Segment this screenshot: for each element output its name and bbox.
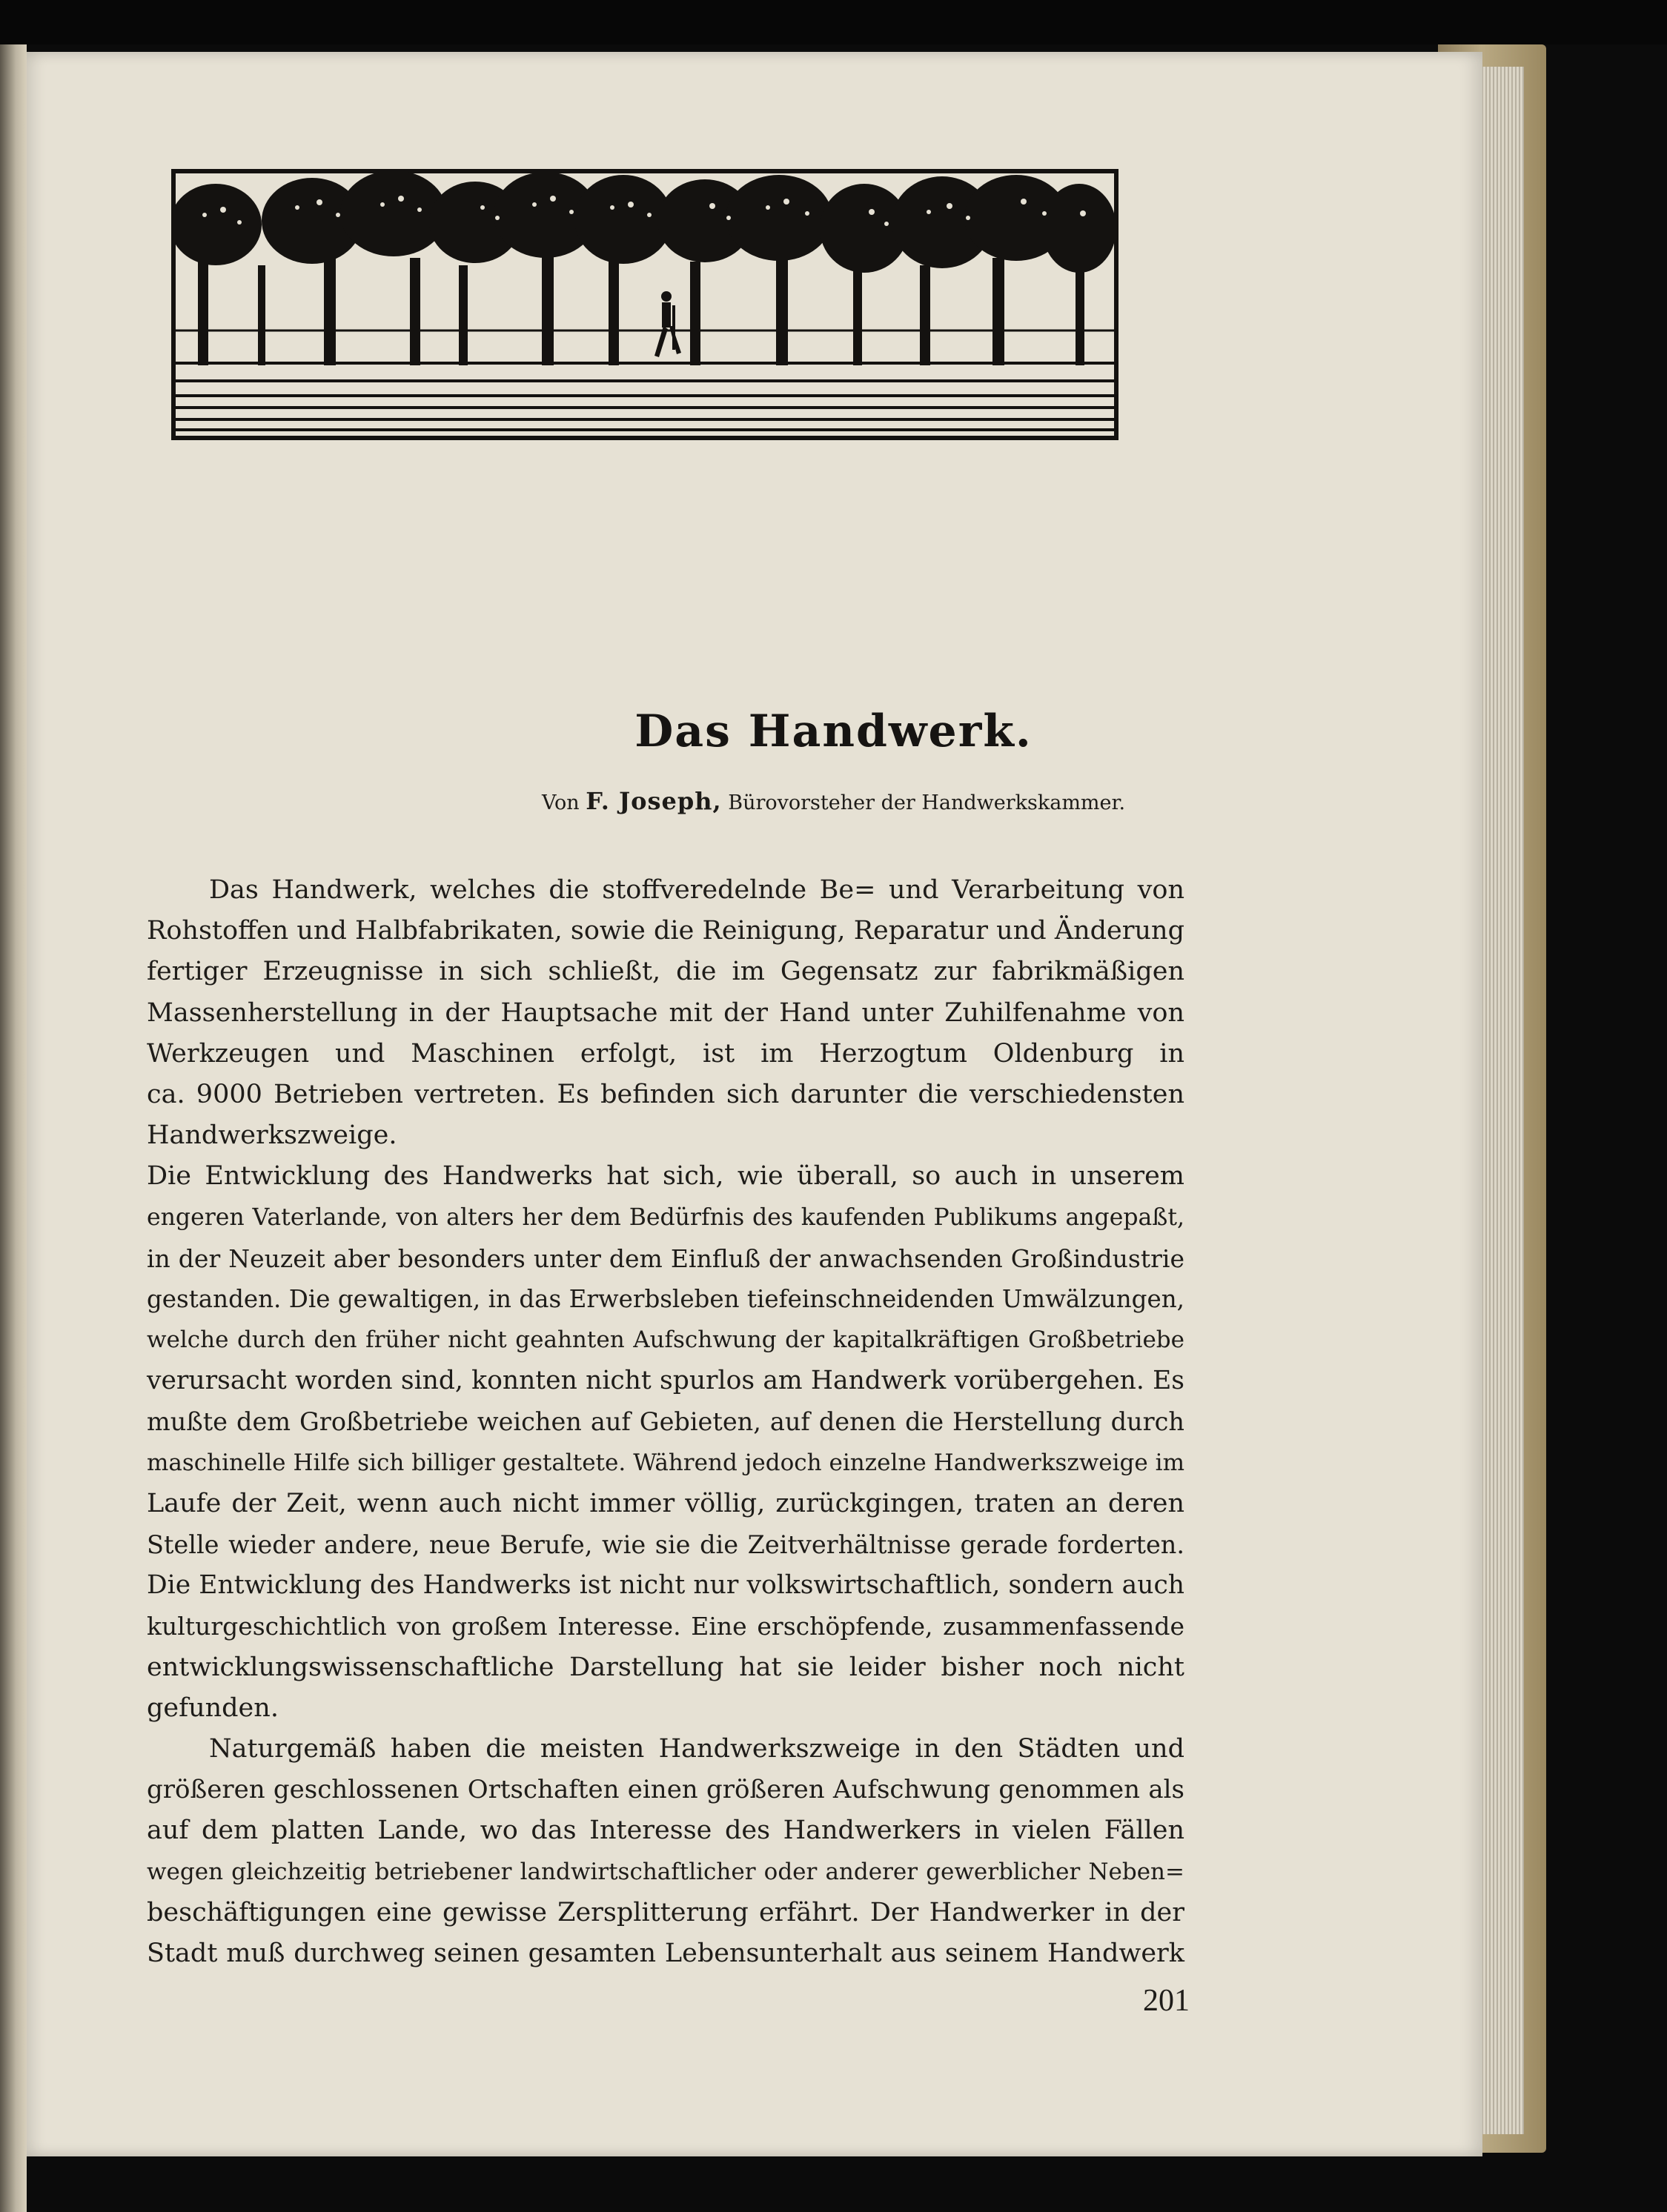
author-name: F. Joseph, bbox=[586, 787, 722, 815]
article-title: Das Handwerk. bbox=[634, 705, 1033, 757]
text-line: fertiger Erzeugnisse in sich schließt, die im Gegensatz zur fabrikmäßigen bbox=[147, 957, 1184, 987]
text-line: Die Entwicklung des Handwerks hat sich, wie überall, so auch in unserem bbox=[147, 1161, 1184, 1192]
text-line: Das Handwerk, welches die stoffveredelnde Be= und Verarbeitung von bbox=[209, 875, 1184, 905]
scan-background-top bbox=[0, 0, 1667, 44]
text-line: auf dem platten Lande, wo das Interesse des Handwerkers in vielen Fällen bbox=[147, 1816, 1184, 1846]
text-line: Naturgemäß haben die meisten Handwerkszweige in den Städten und bbox=[209, 1733, 1184, 1764]
text-line: Die Entwicklung des Handwerks ist nicht nur volkswirtschaftlich, sondern auch bbox=[147, 1570, 1184, 1601]
byline bbox=[0, 787, 1667, 815]
text-line: gefunden. bbox=[147, 1693, 279, 1723]
text-line: entwicklungswissenschaftliche Darstellung hat sie leider bisher noch nicht bbox=[147, 1652, 1184, 1682]
text-line: wegen gleichzeitig betriebener landwirtschaftlicher oder anderer gewerblicher Neben= bbox=[147, 1858, 1184, 1885]
text-line: gestanden. Die gewaltigen, in das Erwerbsleben tiefeinschneidenden Umwälzungen, bbox=[147, 1284, 1184, 1313]
left-page-edge bbox=[0, 44, 27, 2212]
text-line: Handwerkszweige. bbox=[147, 1120, 397, 1151]
text-line: verursacht worden sind, konnten nicht spurlos am Handwerk vorübergehen. Es bbox=[147, 1366, 1184, 1396]
text-line: in der Neuzeit aber besonders unter dem Einfluß der anwachsenden Großindustrie bbox=[147, 1243, 1184, 1273]
text-line: größeren geschlossenen Ortschaften einen größeren Aufschwung genommen als bbox=[147, 1775, 1184, 1805]
text-line: maschinelle Hilfe sich billiger gestaltete. Während jedoch einzelne Handwerkszweige im bbox=[147, 1449, 1184, 1476]
text-line: Massenherstellung in der Hauptsache mit der Hand unter Zuhilfenahme von bbox=[147, 997, 1184, 1028]
author-role: Bürovorsteher der Handwerkskammer. bbox=[728, 791, 1126, 814]
text-line: Stadt muß durchweg seinen gesamten Lebensunterhalt aus seinem Handwerk bbox=[147, 1938, 1184, 1968]
text-line: ca. 9000 Betrieben vertreten. Es befinden sich darunter die verschiedensten bbox=[147, 1079, 1184, 1109]
tree-landscape-illustration bbox=[171, 169, 1118, 440]
text-line: Laufe der Zeit, wenn auch nicht immer völlig, zurückgingen, traten an deren bbox=[147, 1488, 1184, 1518]
text-line: kulturgeschichtlich von großem Interesse. Eine erschöpfende, zusammenfassende bbox=[147, 1612, 1184, 1641]
text-line: Rohstoffen und Halbfabrikaten, sowie die Reinigung, Reparatur und Änderung bbox=[147, 916, 1184, 946]
text-line: engeren Vaterlande, von alters her dem Bedürfnis des kaufenden Publikums angepaßt, bbox=[147, 1203, 1184, 1231]
text-line: beschäftigungen eine gewisse Zersplitterung erfährt. Der Handwerker in der bbox=[147, 1897, 1184, 1927]
article-body bbox=[147, 870, 1184, 1974]
text-line: Werkzeugen und Maschinen erfolgt, ist im Herzogtum Oldenburg in bbox=[147, 1038, 1184, 1069]
text-line: welche durch den früher nicht geahnten Aufschwung der kapitalkräftigen Großbetriebe bbox=[147, 1326, 1184, 1354]
text-line: Stelle wieder andere, neue Berufe, wie sie die Zeitverhältnisse gerade forderten. bbox=[147, 1530, 1184, 1559]
text-line: mußte dem Großbetriebe weichen auf Gebieten, auf denen die Herstellung durch bbox=[147, 1407, 1184, 1437]
byline-prefix: Von bbox=[541, 791, 580, 814]
page-number: 201 bbox=[1143, 1984, 1190, 2018]
